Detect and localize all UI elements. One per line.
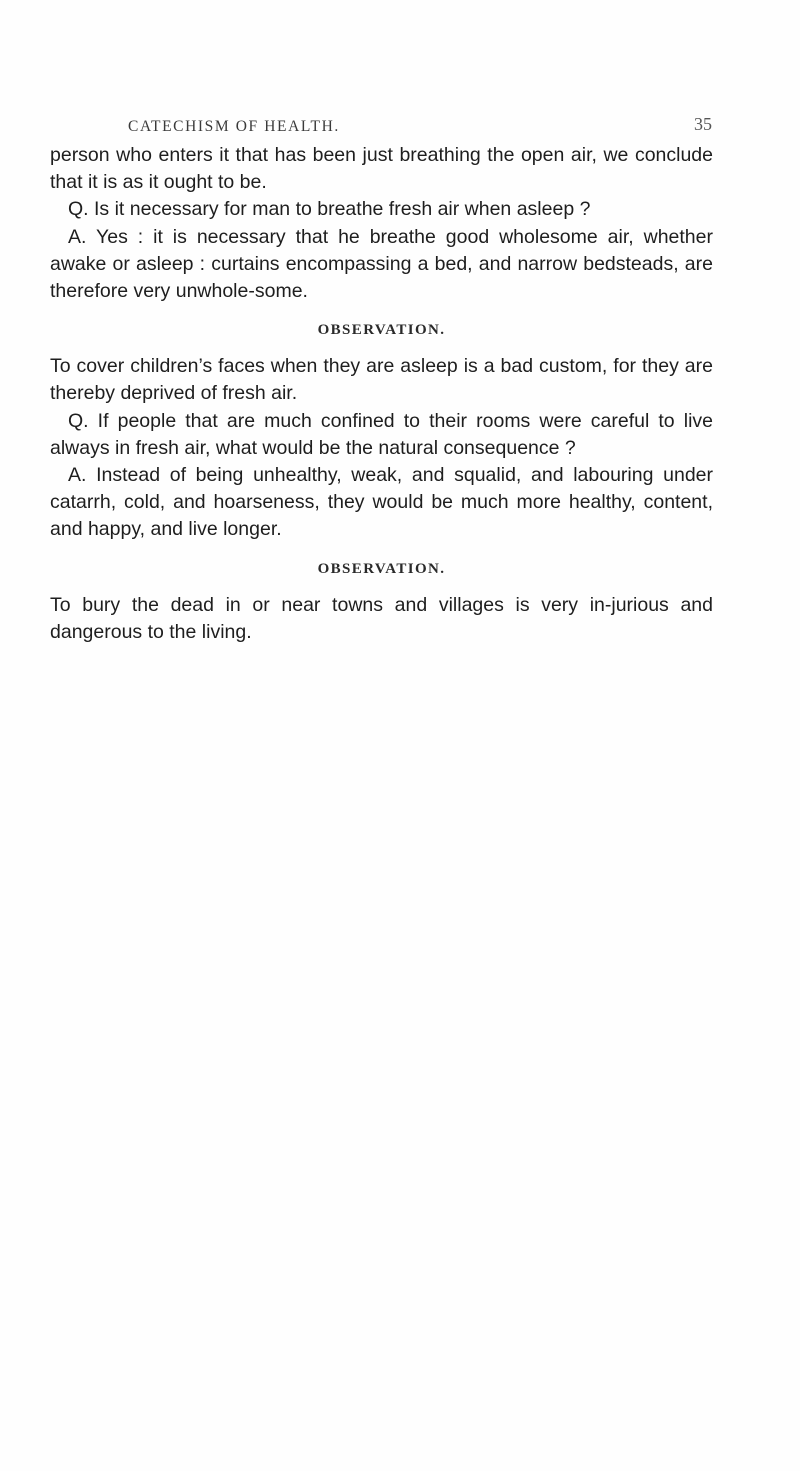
page-number: 35: [694, 114, 712, 134]
question-1: Q. Is it necessary for man to breathe fresh air when asleep ?: [68, 198, 591, 221]
observation-heading-2: OBSERVATION.: [317, 560, 446, 577]
answer-2: A. Instead of being unhealthy, weak, and squalid, and labouring under catarrh, cold, and hoarseness, they would be much more healthy, content, and happy, and live longer.: [50, 464, 713, 541]
observation-text-2: To bury the dead in or near towns and villages is very in-jurious and dangerous to the living.: [50, 593, 713, 643]
observation-text-1: To cover children’s faces when they are asleep is a bad custom, for they are thereby deprived of fresh air.: [50, 355, 713, 405]
running-head: CATECHISM OF HEALTH.: [128, 118, 340, 135]
body-text: [50, 142, 713, 646]
paragraph-continuation: person who enters it that has been just breathing the open air, we conclude that it is as it ought to be.: [50, 144, 713, 194]
answer-1: A. Yes : it is necessary that he breathe good wholesome air, whether awake or asleep : curtains encompassing a bed, and narrow bedsteads, are therefore very unwhole-some.: [50, 225, 713, 303]
question-2: Q. If people that are much confined to their rooms were careful to live always in fresh air, what would be the natural consequence ?: [50, 409, 713, 459]
observation-heading-1: OBSERVATION.: [317, 322, 446, 339]
